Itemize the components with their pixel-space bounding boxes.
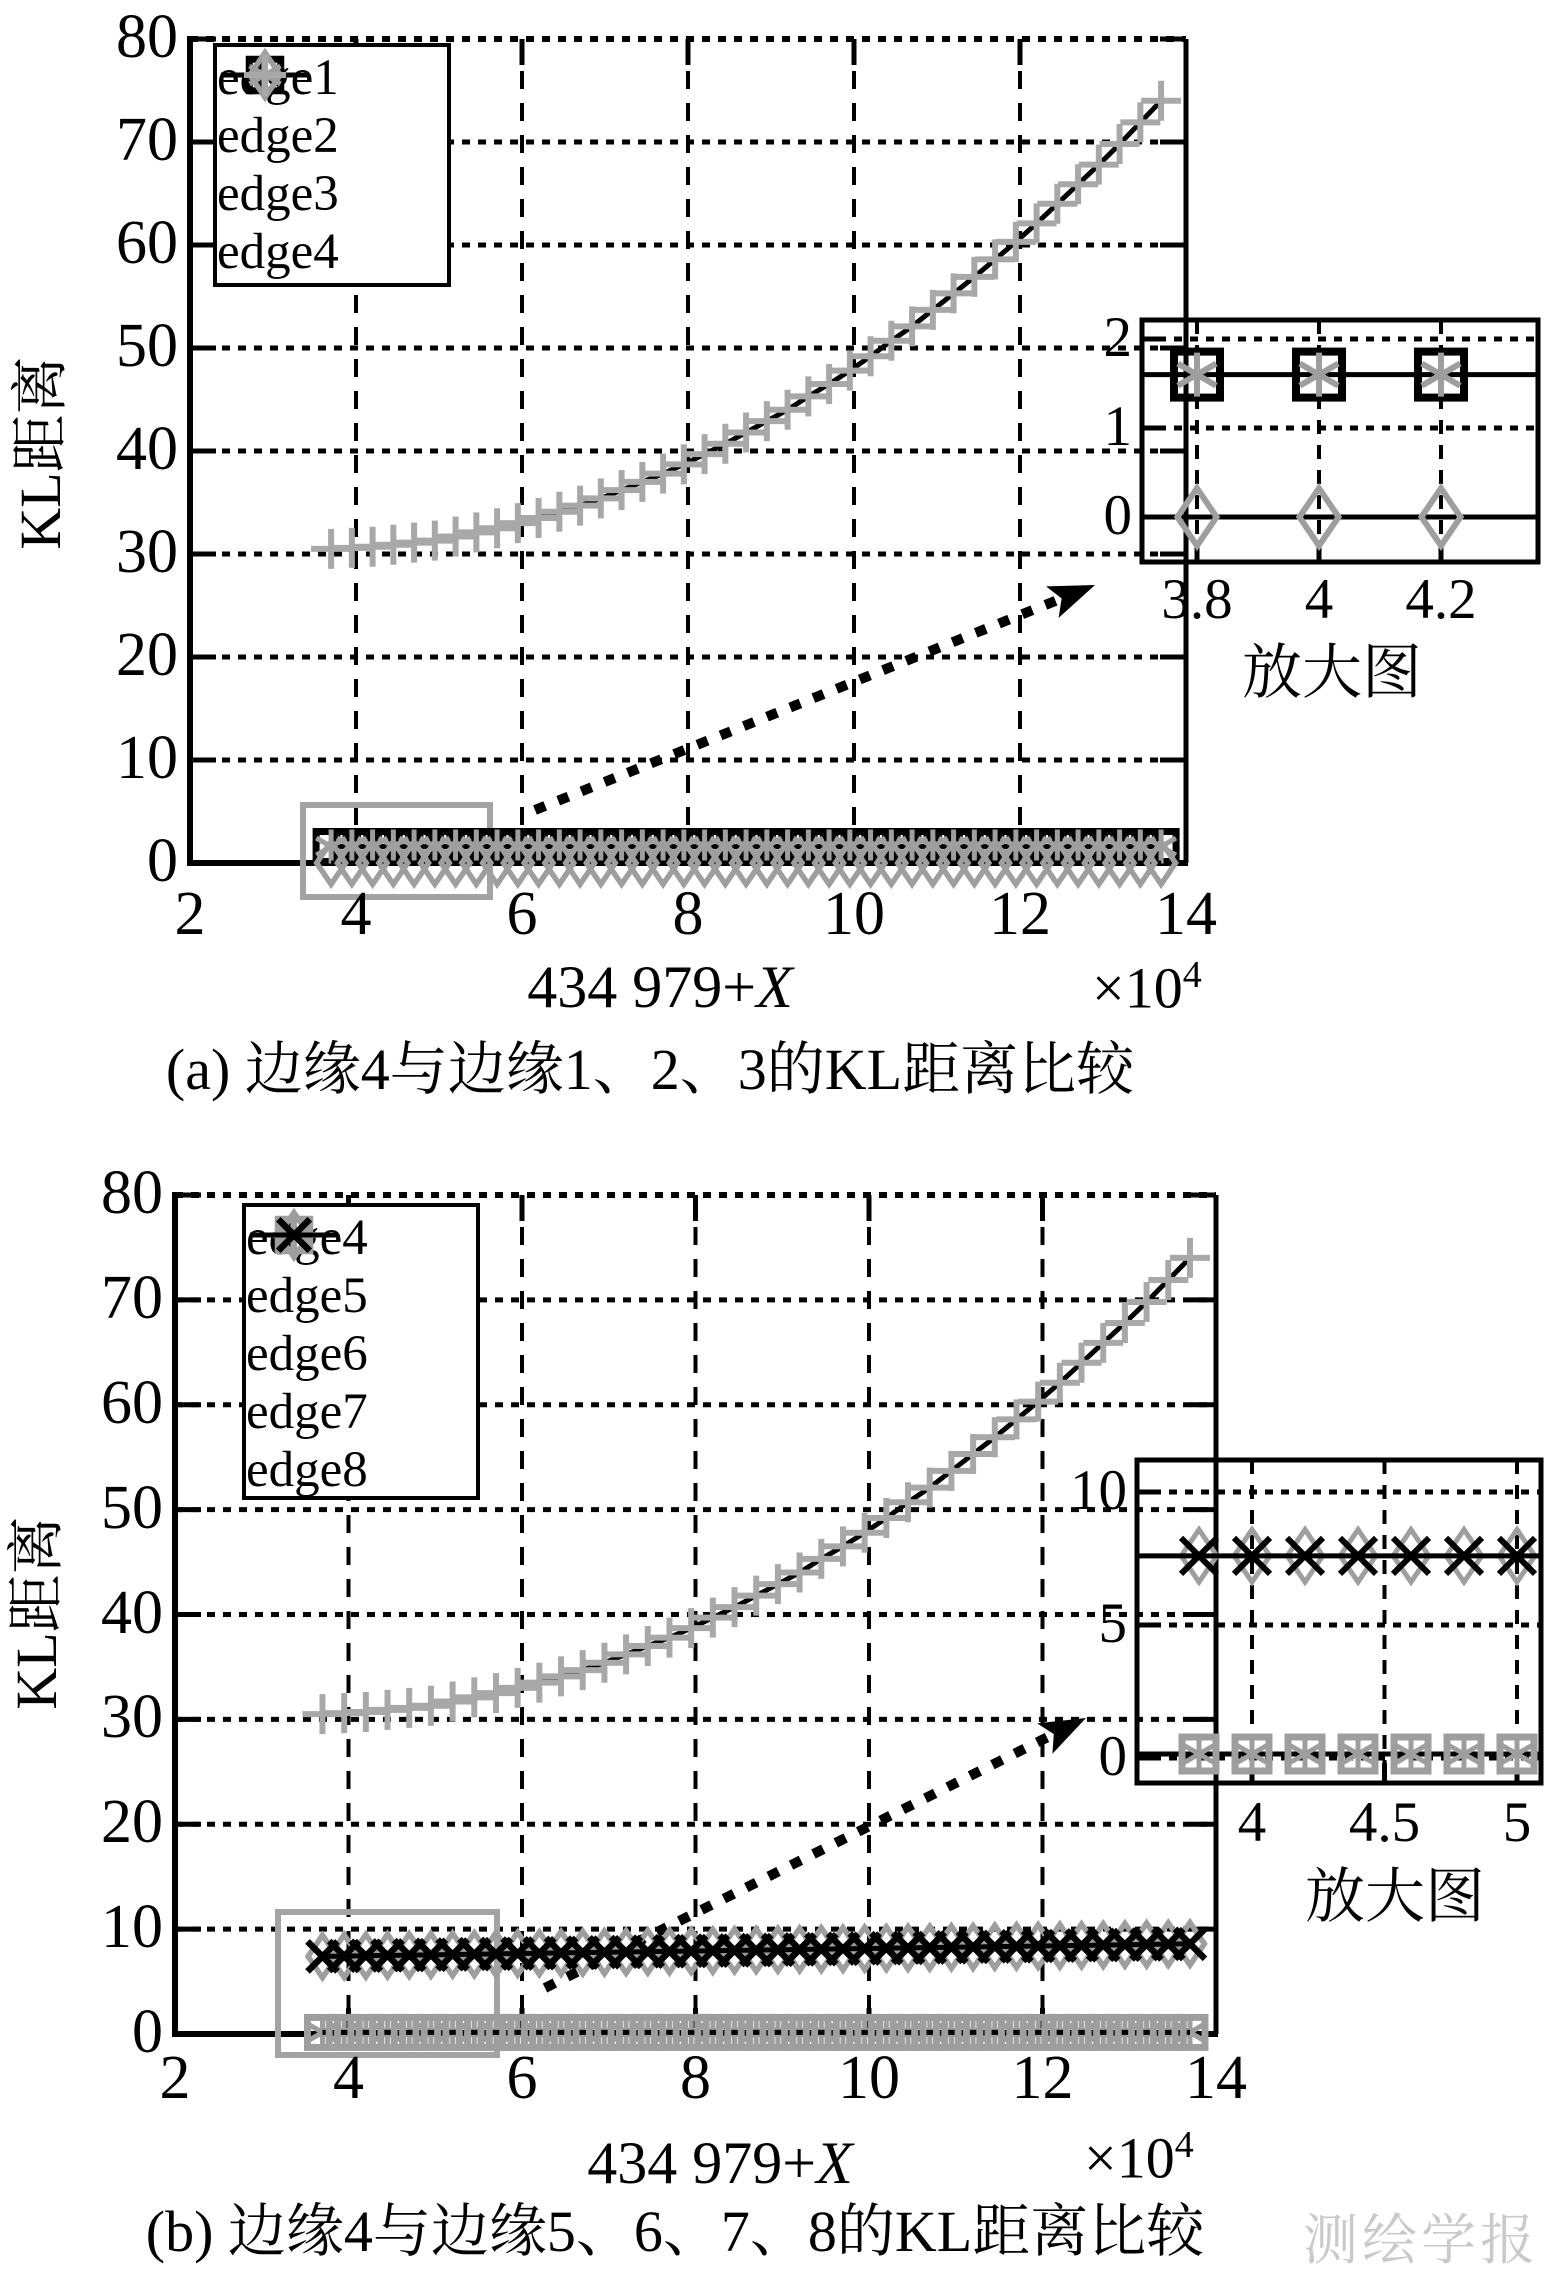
- legend-item-edge4: [217, 223, 447, 281]
- legend-marker-plus-icon: [217, 47, 313, 103]
- inset-series-edge8-b: [1137, 1538, 1541, 1574]
- plot-a-xlabel: [380, 956, 940, 1019]
- legend-label: edge4: [246, 1210, 368, 1266]
- plot-b-xtick-14: 14: [1185, 2044, 1247, 2112]
- plot-a-multiplier-exp: 4: [1182, 954, 1202, 996]
- plot-a-ytick-30: 30: [116, 518, 178, 586]
- plot-a-ytick-50: 50: [116, 312, 178, 380]
- plot-b-ytick-50: 50: [101, 1473, 163, 1542]
- plot-b-xtick-2: 2: [159, 2044, 191, 2112]
- legend-marker-x-icon: [246, 1207, 342, 1263]
- plot-a-ytick-0: 0: [147, 827, 178, 895]
- inset-b-xtick-4.5: 4.5: [1348, 1791, 1421, 1854]
- plot-a-xlabel-prefix: 434 979+: [527, 954, 757, 1020]
- plot-b-ytick-40: 40: [101, 1578, 163, 1647]
- inset-b-ytick-5: 5: [1098, 1592, 1127, 1655]
- inset-a-xtick-4: 4: [1304, 568, 1334, 631]
- plot-b-ytick-80: 80: [101, 1159, 163, 1227]
- plot-a-multiplier-base: ×10: [1092, 955, 1183, 1021]
- inset-a-title: 放大图: [1242, 640, 1422, 706]
- caption-b: (b) 边缘4与边缘5、6、7、8的KL距离比较: [145, 2199, 1205, 2264]
- inset-b-ytick-10: 10: [1070, 1459, 1127, 1522]
- plot-a-axis-multiplier: [1092, 956, 1202, 1019]
- caption-a: (a) 边缘4与边缘1、2、3的KL距离比较: [165, 1037, 1135, 1102]
- legend-item-edge2: [217, 107, 447, 165]
- plot-b-ytick-10: 10: [101, 1893, 163, 1962]
- plot-a-xtick-6: 6: [506, 880, 538, 948]
- plot-b-xtick-6: 6: [506, 2044, 538, 2112]
- plot-a-xtick-12: 12: [989, 880, 1051, 948]
- plot-b-xtick-8: 8: [680, 2044, 711, 2112]
- legend-item-edge8: [246, 1441, 476, 1499]
- plot-b-ytick-60: 60: [101, 1368, 163, 1437]
- plot-a-xtick-8: 8: [672, 880, 704, 948]
- plot-b-xtick-10: 10: [838, 2044, 900, 2112]
- legend-item-edge3: [217, 165, 447, 223]
- inset-series-edge3-a: [1142, 488, 1538, 546]
- plot-b-xlabel: [440, 2132, 1000, 2195]
- inset-b-ytick-0: 0: [1098, 1725, 1127, 1788]
- plot-a-xtick-14: 14: [1155, 880, 1217, 948]
- plot-b-ytick-30: 30: [101, 1683, 163, 1752]
- legend-label: edge8: [246, 1442, 368, 1498]
- inset-a-xtick-3.8: 3.8: [1161, 568, 1233, 631]
- plot-b-xlabel-variable: X: [816, 2130, 853, 2196]
- legend-label: edge1: [217, 50, 339, 106]
- inset-a-ytick-2: 2: [1103, 306, 1132, 369]
- plot-b-ylabel: KL距离: [4, 1516, 69, 1710]
- plot-a-ytick-20: 20: [116, 621, 178, 689]
- plot-b-axis-multiplier: [1084, 2126, 1194, 2189]
- watermark: 测绘学报: [1303, 2210, 1540, 2271]
- legend-item-edge5: [246, 1267, 476, 1325]
- plot-a-ytick-10: 10: [116, 724, 178, 792]
- inset-b-xtick-5: 5: [1502, 1791, 1532, 1854]
- plot-a-xtick-4: 4: [340, 880, 372, 948]
- legend-label: edge3: [217, 166, 339, 222]
- legend-item-edge7: [246, 1383, 476, 1441]
- inset-a-ytick-0: 0: [1103, 484, 1132, 547]
- legend-label: edge4: [217, 224, 339, 280]
- plot-a-ytick-40: 40: [116, 415, 178, 483]
- plot-a-ytick-80: 80: [116, 3, 178, 71]
- legend-a: [213, 43, 451, 287]
- legend-b: [242, 1203, 480, 1500]
- zoom-arrow-a: [535, 585, 1095, 810]
- plot-b-multiplier-exp: 4: [1174, 2124, 1194, 2166]
- plot-b-ytick-70: 70: [101, 1263, 163, 1332]
- inset-a-ytick-1: 1: [1103, 395, 1132, 458]
- plot-b-multiplier-base: ×10: [1084, 2125, 1175, 2191]
- legend-label: edge5: [246, 1268, 368, 1324]
- plot-b-ytick-0: 0: [132, 1998, 163, 2066]
- legend-label: edge6: [246, 1326, 368, 1382]
- inset-b-title: 放大图: [1305, 1864, 1485, 1930]
- plot-b-xtick-4: 4: [333, 2044, 364, 2112]
- plot-a-ytick-70: 70: [116, 106, 178, 174]
- plot-a-ylabel: KL距离: [8, 356, 73, 550]
- plot-a-xtick-2: 2: [174, 880, 206, 948]
- legend-label: edge2: [217, 108, 339, 164]
- plot-a-xtick-10: 10: [823, 880, 885, 948]
- plot-b-ytick-20: 20: [101, 1788, 163, 1857]
- plot-a-ytick-60: 60: [116, 209, 178, 277]
- inset-a-xtick-4.2: 4.2: [1405, 568, 1477, 631]
- plot-a-xlabel-variable: X: [756, 954, 793, 1020]
- legend-item-edge6: [246, 1325, 476, 1383]
- legend-label: edge7: [246, 1384, 368, 1440]
- inset-b-xtick-4: 4: [1237, 1791, 1267, 1854]
- plot-b-xlabel-prefix: 434 979+: [587, 2130, 817, 2196]
- plot-b-xtick-12: 12: [1011, 2044, 1074, 2112]
